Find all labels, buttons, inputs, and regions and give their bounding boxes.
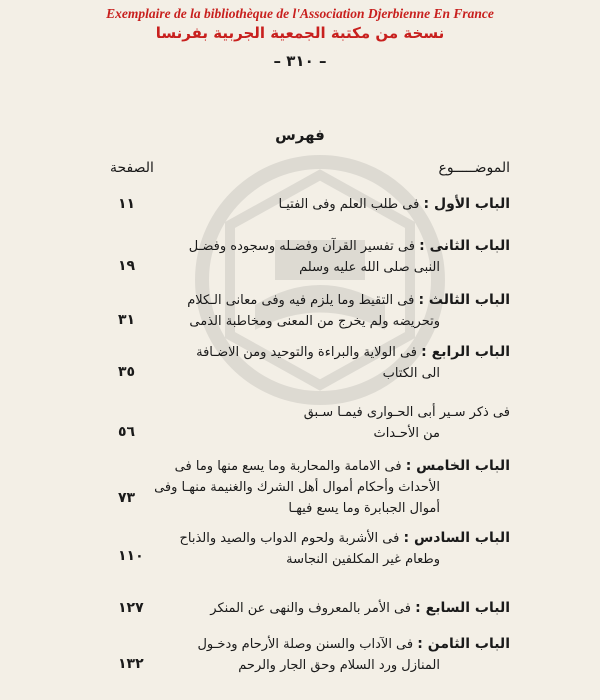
- toc-entry-page: ٣٥: [118, 364, 136, 380]
- toc-entry-title: فى التقيط وما يلزم فيه وفى معانى الـكلام: [187, 293, 415, 308]
- toc-entry-chapter: الباب السابع :: [415, 600, 510, 616]
- toc-entry-title: فى الولاية والبراءة والتوحيد ومن الاضـافة: [196, 345, 418, 360]
- toc-entry-page: ٧٣: [118, 490, 136, 506]
- toc-entry-title-continued: الأحداث وأحكام أموال أهل الشرك والغنيمة منهـا وفى أموال الجبابرة وما يسع فيهـا: [154, 480, 440, 516]
- toc-entry-title: فى الامامة والمحاربة وما يسع منها وما فى: [174, 459, 402, 474]
- toc-entry-title: فى الأمر بالمعروف والنهى عن المنكر: [210, 601, 412, 616]
- toc-entry-title-continued: الى الكتاب: [382, 366, 440, 381]
- subject-column-header: الموضـــــوع: [438, 160, 510, 176]
- toc-entry-title: فى ذكر سـير أبى الحـوارى فيمـا سـبق: [303, 405, 510, 420]
- page-column-header: الصفحة: [110, 160, 154, 176]
- toc-entry-page: ٣١: [118, 312, 136, 328]
- library-stamp-arabic: نسخة من مكتبة الجمعية الجربية بفرنسا: [155, 24, 445, 42]
- toc-entry-title-continued: من الأحـداث: [373, 426, 440, 441]
- toc-entry-chapter: الباب الثامن :: [417, 636, 510, 652]
- page-number: – ٣١٠ –: [273, 52, 327, 70]
- toc-entry-page: ١٣٢: [118, 656, 144, 672]
- toc-entry-title-continued: النبى صلى الله عليه وسلم: [299, 260, 440, 275]
- toc-entry-page: ١٩: [118, 258, 136, 274]
- toc-entry-chapter: الباب الرابع :: [421, 344, 510, 360]
- toc-entry-title: فى الأشربة ولحوم الدواب والصيد والذباح: [179, 531, 400, 546]
- toc-entry-chapter: الباب الأول :: [423, 196, 510, 212]
- toc-entry-chapter: الباب الخامس :: [405, 458, 510, 474]
- toc-entry-title-continued: المنازل ورد السلام وحق الجار والرحم: [238, 658, 440, 673]
- toc-entry-chapter: الباب السادس :: [403, 530, 510, 546]
- toc-entry-title: فى الآداب والسنن وصلة الأرحام ودخـول: [197, 637, 414, 652]
- toc-entry-title: فى تفسير القرآن وفضـله وسجوده وفضـل: [188, 239, 415, 254]
- toc-entry-page: ٥٦: [118, 424, 136, 440]
- toc-entry-chapter: الباب الثالث :: [418, 292, 510, 308]
- toc-entry-title-continued: وتحريضه ولم يخرج من المعنى ومخاطبة الذمى: [189, 314, 440, 329]
- toc-column-headers: [110, 160, 510, 184]
- toc-entry-page: ١٢٧: [118, 600, 144, 616]
- toc-entry-title-continued: وطعام غير المكلفين النجاسة: [286, 552, 440, 567]
- toc-entry-page: ١١٠: [118, 548, 144, 564]
- library-stamp-french: Exemplaire de la bibliothèque de l'Association Djerbienne En France: [106, 6, 494, 21]
- toc-entry-chapter: الباب الثانى :: [419, 238, 510, 254]
- toc-entry-page: ١١: [118, 196, 136, 212]
- toc-entry-title: فى طلب العلم وفى الفتيـا: [278, 197, 420, 212]
- toc-title: فهرس: [275, 126, 325, 144]
